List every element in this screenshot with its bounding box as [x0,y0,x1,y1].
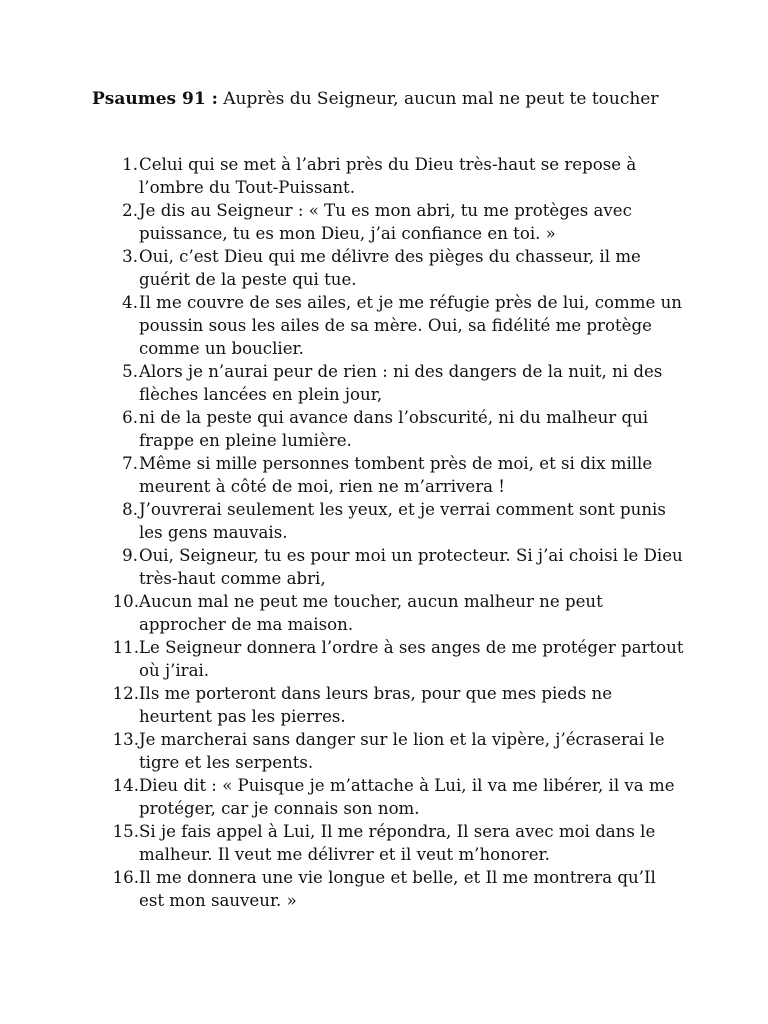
verse-item [0,406,684,452]
verse-item [0,774,684,820]
verse-number: 8. [122,500,138,519]
verse-text: ni de la peste qui avance dans l’obscurité, ni du malheur qui frappe en pleine lumière. [139,408,649,450]
verse-text: Alors je n’aurai peur de rien : ni des dangers de la nuit, ni des flèches lancées en plein jour, [139,362,663,404]
verse-number: 15. [112,822,139,841]
verse-number: 7. [122,454,138,473]
verse-number: 1. [122,155,138,174]
verse-item [0,498,684,544]
psalm-reference: Psaumes 91 : [92,89,218,109]
verse-number: 14. [112,776,139,795]
verse-item [0,153,684,199]
verse-number: 4. [122,293,138,312]
verse-text: Il me donnera une vie longue et belle, et Il me montrera qu’Il est mon sauveur. » [139,868,656,910]
verse-number: 12. [112,684,139,703]
verse-item [0,636,684,682]
verse-text: Le Seigneur donnera l’ordre à ses anges de me protéger partout où j’irai. [139,638,684,680]
verse-number: 10. [112,592,139,611]
verse-number: 16. [112,868,139,887]
verse-text: Si je fais appel à Lui, Il me répondra, Il sera avec moi dans le malheur. Il veut me délivrer et il veut m’honorer. [139,822,656,864]
verse-number: 9. [122,546,138,565]
verse-text: Il me couvre de ses ailes, et je me réfugie près de lui, comme un poussin sous les ailes de sa mère. Oui, sa fidélité me protège comme un bouclier. [139,293,682,358]
psalm-subtitle: Auprès du Seigneur, aucun mal ne peut te toucher [217,89,659,109]
verse-item [0,291,684,360]
verse-item [0,544,684,590]
verse-text: J’ouvrerai seulement les yeux, et je verrai comment sont punis les gens mauvais. [139,500,666,542]
verse-text: Aucun mal ne peut me toucher, aucun malheur ne peut approcher de ma maison. [139,592,603,634]
verse-item [0,866,684,912]
verse-number: 3. [122,247,138,266]
verse-item [0,728,684,774]
verse-text: Je dis au Seigneur : « Tu es mon abri, tu me protèges avec puissance, tu es mon Dieu, j’ai confiance en toi. » [139,201,632,243]
verse-text: Oui, Seigneur, tu es pour moi un protecteur. Si j’ai choisi le Dieu très-haut comme abri, [139,546,683,588]
verse-number: 11. [112,638,139,657]
verse-item [0,245,684,291]
verse-list [0,153,768,912]
verse-text: Celui qui se met à l’abri près du Dieu très-haut se repose à l’ombre du Tout-Puissant. [139,155,637,197]
verse-item [0,820,684,866]
verse-text: Je marcherai sans danger sur le lion et la vipère, j’écraserai le tigre et les serpents. [139,730,665,772]
verse-number: 13. [112,730,139,749]
verse-text: Dieu dit : « Puisque je m’attache à Lui, il va me libérer, il va me protéger, car je connais son nom. [139,776,675,818]
verse-text: Ils me porteront dans leurs bras, pour que mes pieds ne heurtent pas les pierres. [139,684,613,726]
verse-item [0,360,684,406]
verse-text: Oui, c’est Dieu qui me délivre des pièges du chasseur, il me guérit de la peste qui tue. [139,247,641,289]
verse-text: Même si mille personnes tombent près de moi, et si dix mille meurent à côté de moi, rien ne m’arrivera ! [139,454,653,496]
verse-item [0,199,684,245]
verse-item [0,452,684,498]
verse-number: 2. [122,201,138,220]
page-title [92,86,712,112]
verse-item [0,590,684,636]
verse-number: 6. [122,408,138,427]
verse-number: 5. [122,362,138,381]
verse-item [0,682,684,728]
